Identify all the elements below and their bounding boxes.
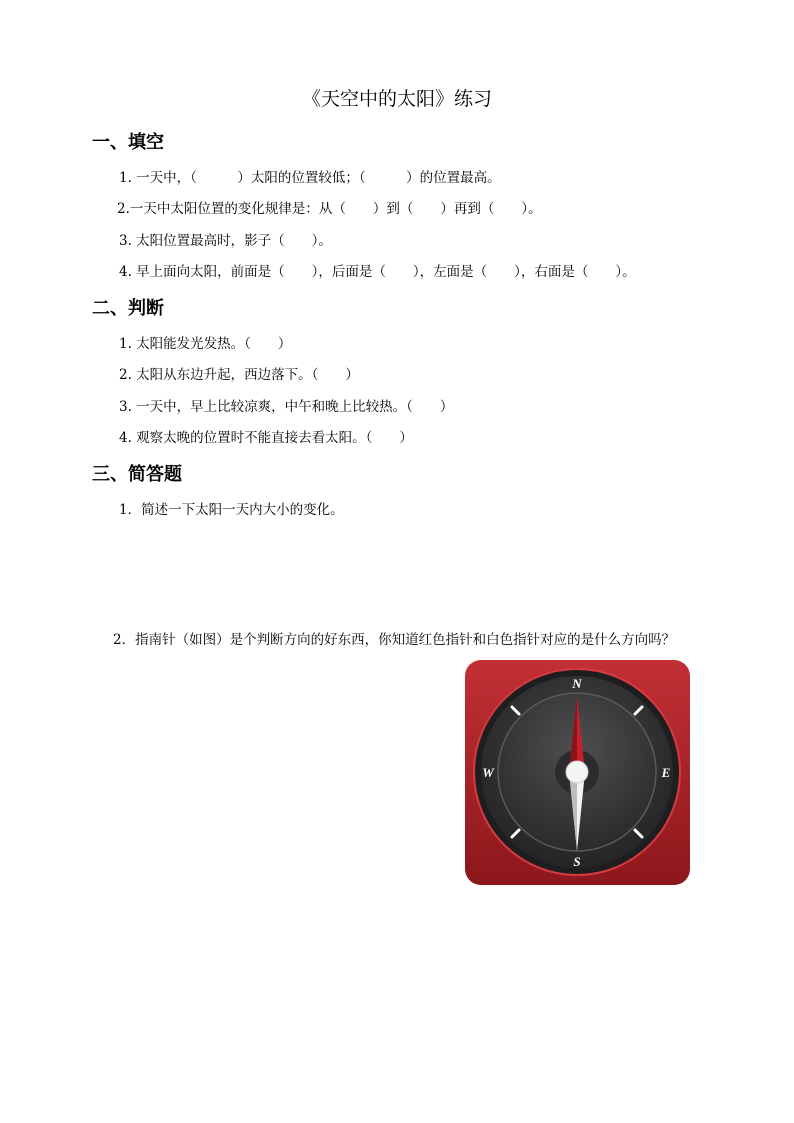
- compass-label-north: N: [572, 676, 582, 691]
- page-title: 《天空中的太阳》练习: [301, 88, 492, 110]
- question-fill-4: 4. 早上面向太阳，前面是（ ），后面是（ ），左面是（ ），右面是（ ）。: [119, 264, 636, 280]
- question-judge-4: 4. 观察太晚的位置时不能直接去看太阳。（ ）: [119, 430, 413, 446]
- section-heading-fill-blank: 一、填空: [92, 132, 164, 153]
- question-fill-3: 3. 太阳位置最高时，影子（ ）。: [119, 233, 332, 249]
- compass-hub: [566, 761, 588, 783]
- question-fill-1: 1. 一天中，（ ）太阳的位置较低；（ ）的位置最高。: [119, 170, 501, 186]
- compass-label-south: S: [573, 854, 581, 869]
- compass-image: [464, 659, 691, 886]
- section-heading-short-answer: 三、简答题: [92, 464, 182, 485]
- section-heading-judge: 二、判断: [92, 298, 164, 319]
- question-short-2: 2．指南针（如图）是个判断方向的好东西，你知道红色指针和白色指针对应的是什么方向吗？: [113, 632, 676, 648]
- question-judge-3: 3. 一天中，早上比较凉爽，中午和晚上比较热。（ ）: [119, 399, 454, 415]
- question-fill-2: 2.一天中太阳位置的变化规律是：从（ ）到（ ）再到（ ）。: [117, 201, 542, 217]
- compass-label-east: E: [661, 765, 671, 780]
- compass-label-west: W: [482, 765, 494, 780]
- question-short-1: 1．简述一下太阳一天内大小的变化。: [119, 502, 344, 518]
- question-judge-2: 2. 太阳从东边升起，西边落下。（ ）: [119, 367, 359, 383]
- question-judge-1: 1. 太阳能发光发热。（ ）: [119, 336, 292, 352]
